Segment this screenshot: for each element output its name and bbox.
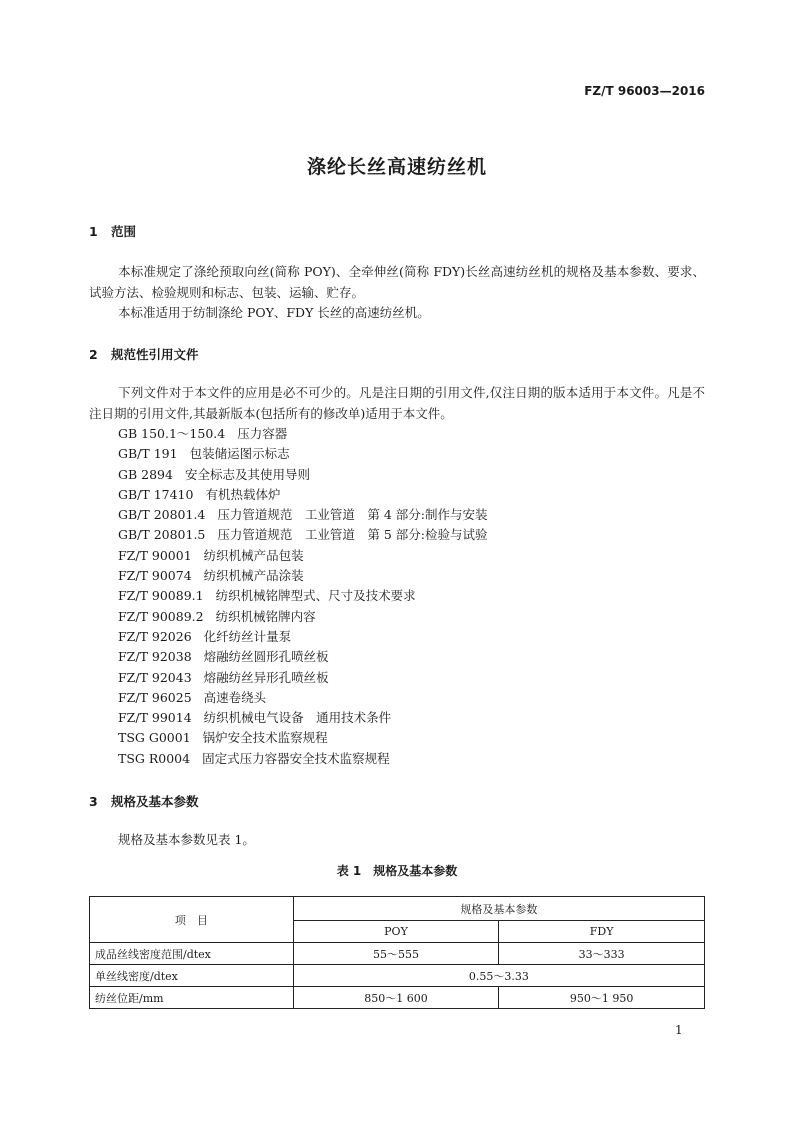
section-2-paragraph-1 — [89, 383, 705, 424]
reference-title: 纺织机械产品包装 — [203, 547, 304, 563]
reference-item — [118, 708, 488, 728]
reference-title: 纺织机械铭牌型式、尺寸及技术要求 — [215, 588, 416, 604]
section-3-heading — [89, 792, 199, 810]
table-row — [90, 987, 705, 1009]
reference-code: GB/T 20801.5 — [118, 527, 206, 543]
reference-title: 熔融纺丝异形孔喷丝板 — [203, 669, 329, 685]
cell-poy: 850～1 600 — [293, 987, 499, 1009]
reference-title: 压力容器 — [237, 426, 288, 441]
reference-item — [118, 465, 488, 485]
cell-shared: 0.55～3.33 — [293, 965, 704, 987]
reference-item — [118, 749, 488, 769]
reference-title: 压力管道规范 工业管道 第 4 部分:制作与安装 — [217, 507, 488, 523]
cell-fdy: 950～1 950 — [499, 987, 705, 1009]
section-1-heading — [89, 222, 136, 240]
cell-poy: 55～555 — [293, 943, 499, 965]
document-title: 涤纶长丝高速纺丝机 — [306, 156, 487, 178]
reference-title: 固定式压力容器安全技术监察规程 — [202, 750, 390, 766]
reference-code: GB 150.1～150.4 — [118, 426, 226, 441]
reference-item — [118, 485, 488, 505]
paragraph-text: 下列文件对于本文件的应用是必不可少的。凡是注日期的引用文件,仅注日期的版本适用于本文件。凡是不注日期的引用文件,其最新版本(包括所有的修改单)适用于本文件。 — [89, 385, 705, 421]
section-title: 规范性引用文件 — [111, 347, 199, 362]
reference-code: FZ/T 90001 — [118, 547, 192, 563]
reference-item — [118, 728, 488, 748]
section-2-heading — [89, 345, 199, 363]
reference-code: FZ/T 92026 — [118, 628, 192, 644]
header-spec-group: 规格及基本参数 — [293, 897, 704, 921]
reference-item — [118, 688, 488, 708]
reference-code: FZ/T 92038 — [118, 649, 192, 665]
reference-code: FZ/T 92043 — [118, 669, 192, 685]
reference-item — [118, 586, 488, 606]
reference-item — [118, 525, 488, 545]
section-3-paragraph-1 — [89, 830, 705, 851]
reference-title: 纺织机械产品涂装 — [203, 568, 304, 584]
section-1-paragraph-2 — [89, 303, 705, 324]
table-row — [90, 943, 705, 965]
table-caption: 表 1 规格及基本参数 — [336, 864, 458, 878]
section-number: 3 — [89, 794, 98, 809]
header-fdy: FDY — [499, 921, 705, 943]
paragraph-text: 本标准规定了涤纶预取向丝(简称 POY)、全牵伸丝(简称 FDY)长丝高速纺丝机的规格及基本参数、要求、试验方法、检验规则和标志、包装、运输、贮存。 — [89, 264, 705, 300]
reference-title: 安全标志及其使用导则 — [184, 466, 310, 482]
reference-item — [118, 444, 488, 464]
reference-code: FZ/T 96025 — [118, 689, 192, 705]
reference-code: GB/T 17410 — [118, 486, 194, 502]
reference-title: 锅炉安全技术监察规程 — [202, 730, 328, 746]
row-label: 纺丝位距/mm — [90, 987, 294, 1009]
paragraph-text: 规格及基本参数见表 1。 — [118, 832, 255, 847]
reference-code: TSG G0001 — [118, 730, 191, 746]
reference-code: GB/T 191 — [118, 446, 178, 462]
reference-item — [118, 607, 488, 627]
reference-code: FZ/T 90089.2 — [118, 608, 204, 624]
reference-item — [118, 627, 488, 647]
reference-title: 高速卷绕头 — [203, 689, 267, 705]
reference-title: 化纤纺丝计量泵 — [203, 628, 292, 644]
reference-item — [118, 505, 488, 525]
table-row — [90, 965, 705, 987]
section-title: 规格及基本参数 — [111, 794, 199, 809]
paragraph-text: 本标准适用于纺制涤纶 POY、FDY 长丝的高速纺丝机。 — [118, 305, 430, 320]
reference-code: GB 2894 — [118, 466, 173, 482]
header-item: 项 目 — [90, 897, 294, 943]
normative-references-list — [118, 424, 488, 769]
reference-code: TSG R0004 — [118, 750, 191, 766]
section-number: 2 — [89, 347, 98, 362]
reference-title: 包装储运图示标志 — [189, 446, 290, 462]
reference-title: 压力管道规范 工业管道 第 5 部分:检验与试验 — [217, 527, 488, 543]
section-number: 1 — [89, 224, 98, 239]
spec-table — [89, 896, 705, 1009]
header-poy: POY — [293, 921, 499, 943]
row-label: 单丝线密度/dtex — [90, 965, 294, 987]
standard-code: FZ/T 96003—2016 — [584, 84, 705, 98]
cell-fdy: 33～333 — [499, 943, 705, 965]
reference-item — [118, 668, 488, 688]
row-label: 成品丝线密度范围/dtex — [90, 943, 294, 965]
reference-title: 纺织机械铭牌内容 — [215, 608, 316, 624]
reference-item — [118, 647, 488, 667]
reference-code: FZ/T 99014 — [118, 710, 192, 726]
section-1-paragraph-1 — [89, 262, 705, 303]
reference-code: GB/T 20801.4 — [118, 507, 206, 523]
reference-code: FZ/T 90074 — [118, 568, 192, 584]
reference-item — [118, 546, 488, 566]
reference-item — [118, 424, 488, 444]
reference-title: 纺织机械电气设备 通用技术条件 — [203, 710, 392, 726]
reference-title: 熔融纺丝圆形孔喷丝板 — [203, 649, 329, 665]
reference-title: 有机热载体炉 — [205, 486, 281, 502]
reference-item — [118, 566, 488, 586]
page-number: 1 — [675, 1023, 683, 1037]
reference-code: FZ/T 90089.1 — [118, 588, 204, 604]
section-title: 范围 — [111, 224, 137, 239]
